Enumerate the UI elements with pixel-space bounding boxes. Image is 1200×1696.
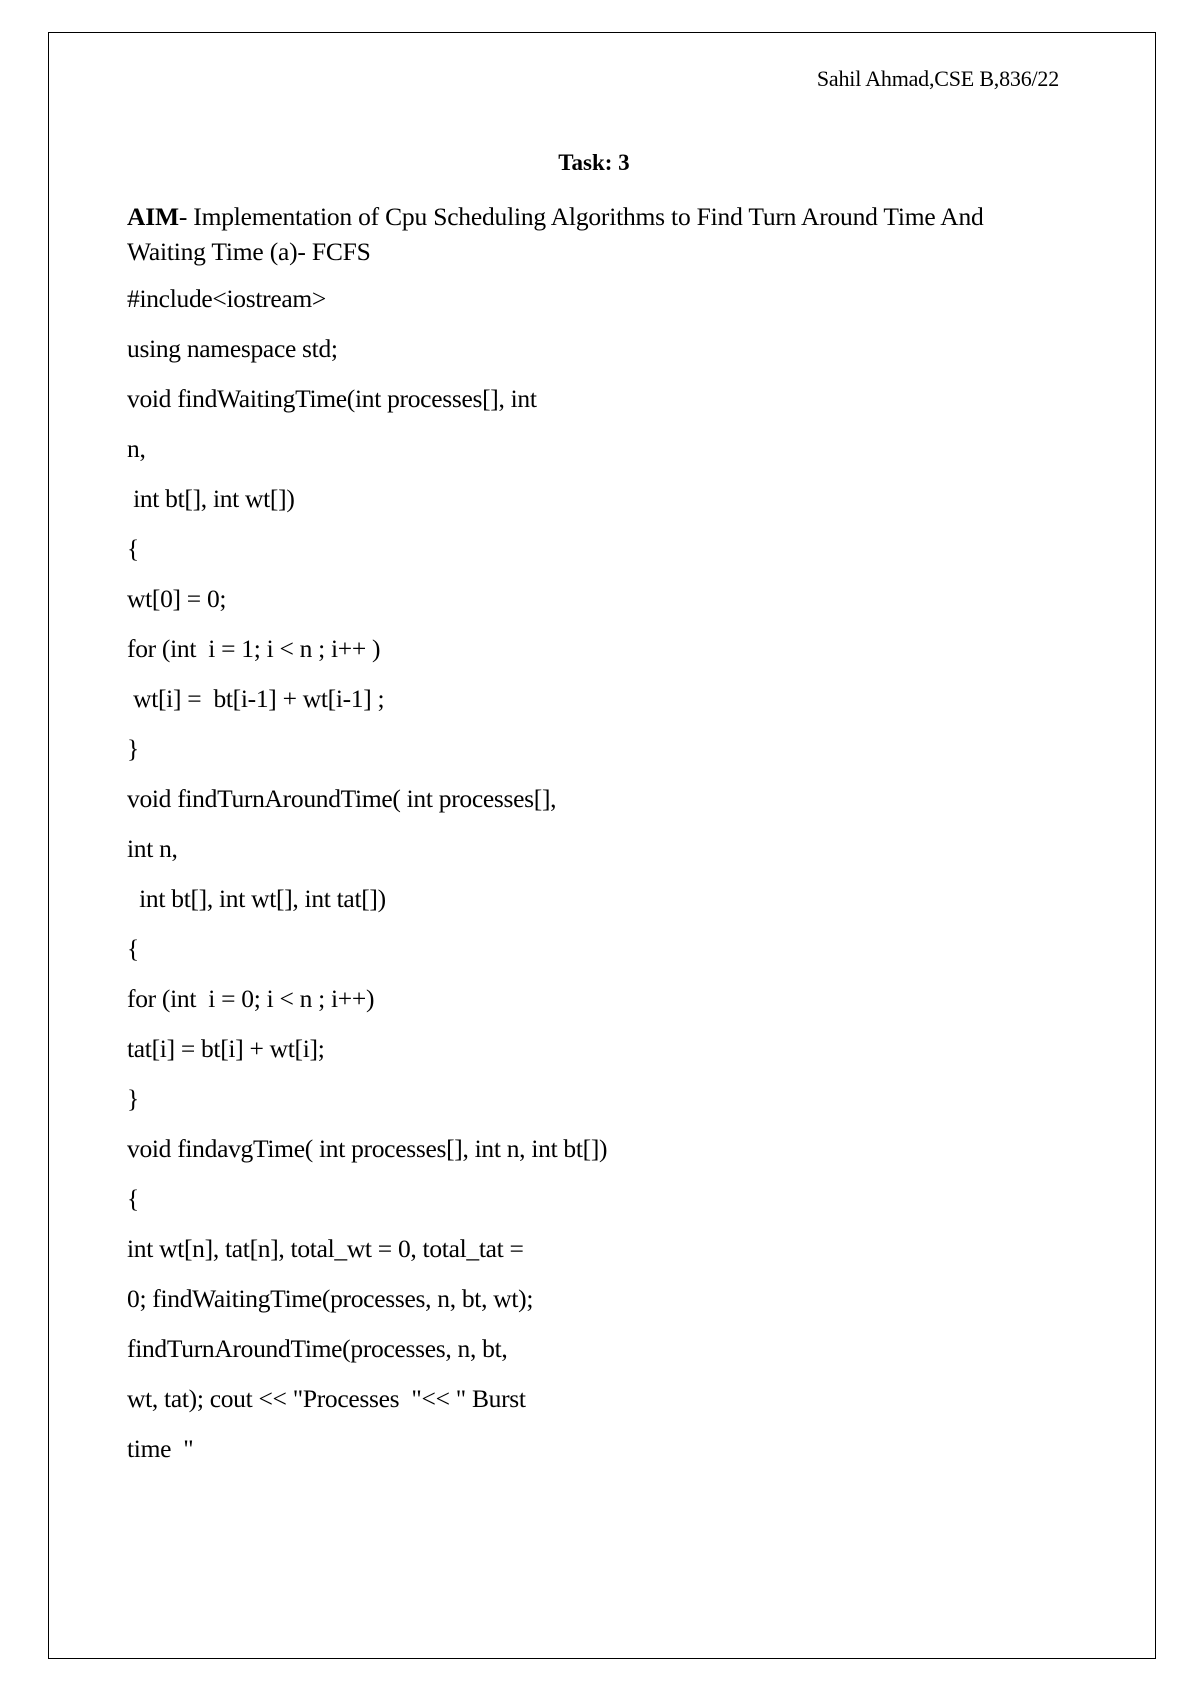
code-line: #include<iostream> — [127, 284, 326, 313]
code-line: } — [127, 734, 139, 763]
code-line: int bt[], int wt[]) — [127, 484, 295, 513]
aim-text: - Implementation of Cpu Scheduling Algorithms to Find Turn Around Time And Waiting Time (a)- FCFS — [127, 202, 984, 266]
task-title: Task: 3 — [558, 150, 630, 175]
code-line: { — [127, 534, 139, 563]
code-line: wt, tat); cout << "Processes "<< " Burst — [127, 1384, 526, 1413]
code-line: void findTurnAroundTime( int processes[], — [127, 784, 557, 813]
code-line: { — [127, 934, 139, 963]
code-line: wt[0] = 0; — [127, 584, 227, 613]
code-line: findTurnAroundTime(processes, n, bt, — [127, 1334, 508, 1363]
code-block — [127, 282, 607, 1482]
code-line: 0; findWaitingTime(processes, n, bt, wt); — [127, 1284, 534, 1313]
code-line: int n, — [127, 834, 178, 863]
code-line: for (int i = 0; i < n ; i++) — [127, 984, 375, 1013]
code-line: n, — [127, 434, 146, 463]
aim-paragraph — [127, 199, 1067, 269]
author-info: Sahil Ahmad,CSE B,836/22 — [816, 66, 1059, 91]
code-line: { — [127, 1184, 139, 1213]
code-line: for (int i = 1; i < n ; i++ ) — [127, 634, 381, 663]
code-line: time " — [127, 1434, 194, 1463]
code-line: int wt[n], tat[n], total_wt = 0, total_tat = — [127, 1234, 524, 1263]
code-line: int bt[], int wt[], int tat[]) — [127, 884, 386, 913]
code-line: using namespace std; — [127, 334, 338, 363]
code-line: tat[i] = bt[i] + wt[i]; — [127, 1034, 325, 1063]
code-line: void findWaitingTime(int processes[], int — [127, 384, 537, 413]
code-line: wt[i] = bt[i-1] + wt[i-1] ; — [127, 684, 385, 713]
aim-label: AIM — [127, 202, 179, 231]
code-line: } — [127, 1084, 139, 1113]
code-line: void findavgTime( int processes[], int n, int bt[]) — [127, 1134, 608, 1163]
